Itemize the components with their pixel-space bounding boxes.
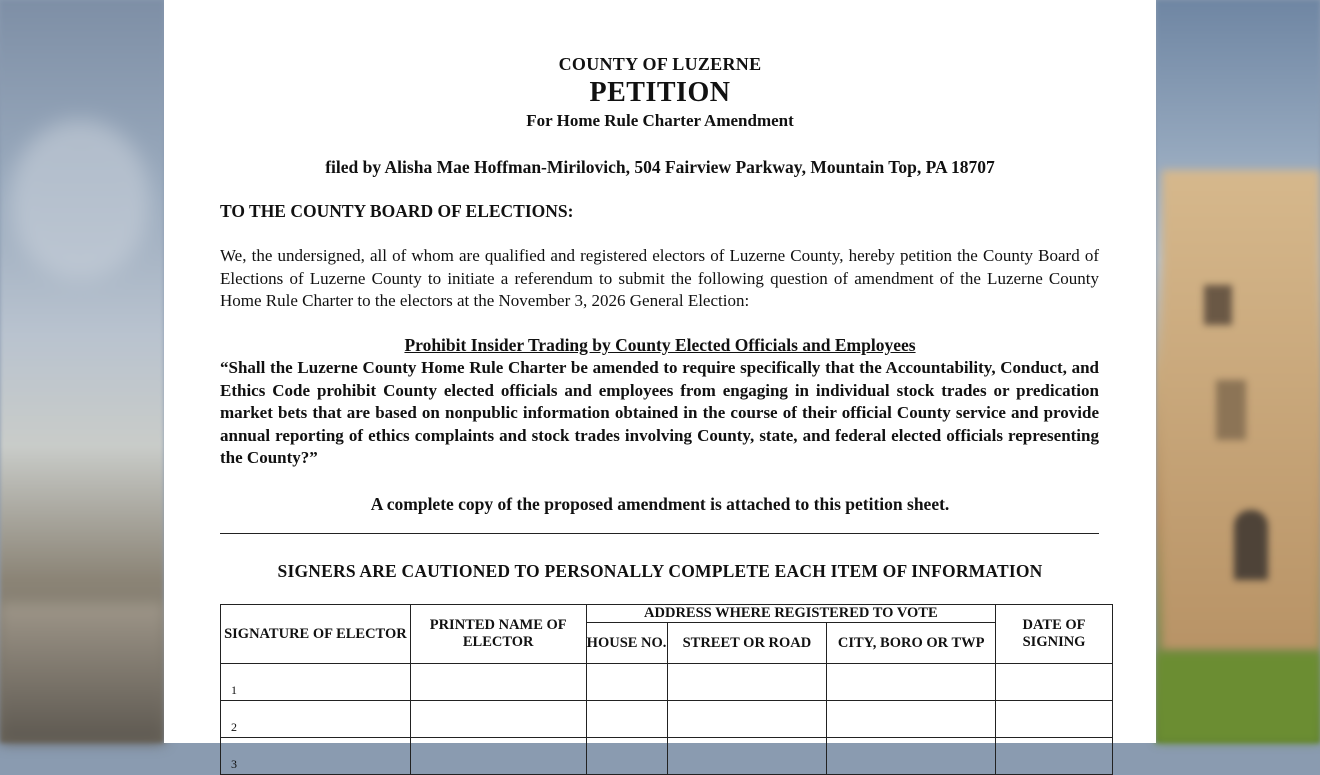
col-date-header: DATE OF SIGNING (996, 605, 1113, 664)
street-cell[interactable] (667, 738, 827, 775)
filed-by-line: filed by Alisha Mae Hoffman-Mirilovich, 504 Fairview Parkway, Mountain Top, PA 18707 (325, 157, 995, 177)
city-cell[interactable] (827, 738, 996, 775)
street-cell[interactable] (667, 701, 827, 738)
divider (220, 533, 1099, 534)
printed-name-cell[interactable] (410, 738, 586, 775)
table-row (221, 664, 1113, 701)
col-house-header: HOUSE NO. (586, 623, 667, 664)
document-subtitle: For Home Rule Charter Amendment (526, 111, 794, 130)
row-number: 3 (231, 757, 237, 771)
document-title: PETITION (589, 77, 731, 108)
col-city-header: CITY, BORO OR TWP (827, 623, 996, 664)
county-heading: COUNTY OF LUZERNE (558, 54, 762, 74)
house-cell[interactable] (586, 738, 667, 775)
signature-cell[interactable] (221, 664, 411, 701)
table-row (221, 738, 1113, 775)
signature-cell[interactable] (221, 701, 411, 738)
printed-name-cell[interactable] (410, 701, 586, 738)
city-cell[interactable] (827, 664, 996, 701)
question-title (164, 335, 1156, 356)
signature-cell[interactable] (221, 738, 411, 775)
house-cell[interactable] (586, 701, 667, 738)
question-title-text: Prohibit Insider Trading by County Elected Officials and Employees (404, 335, 916, 355)
address-group-header: ADDRESS WHERE REGISTERED TO VOTE (586, 605, 995, 623)
background-photo-left (0, 0, 164, 743)
col-printed-name-header: PRINTED NAME OF ELECTOR (410, 605, 586, 664)
date-cell[interactable] (996, 738, 1113, 775)
addressee-heading: TO THE COUNTY BOARD OF ELECTIONS: (220, 201, 574, 221)
printed-name-cell[interactable] (410, 664, 586, 701)
date-cell[interactable] (996, 701, 1113, 738)
caution-heading: SIGNERS ARE CAUTIONED TO PERSONALLY COMPLETE EACH ITEM OF INFORMATION (277, 561, 1043, 581)
attachment-note: A complete copy of the proposed amendment is attached to this petition sheet. (370, 494, 950, 514)
city-cell[interactable] (827, 701, 996, 738)
date-cell[interactable] (996, 664, 1113, 701)
signature-table (220, 604, 1113, 775)
intro-paragraph: We, the undersigned, all of whom are qualified and registered electors of Luzerne County, hereby petition the County Board of Elections of Luzerne County to initiate a referendum to submit the following question of amendment of the Luzerne County Home Rule Charter to the electors at the November 3, 2026 General Election: (220, 246, 1099, 310)
house-cell[interactable] (586, 664, 667, 701)
table-row (221, 701, 1113, 738)
row-number: 1 (231, 683, 237, 697)
ballot-question: “Shall the Luzerne County Home Rule Charter be amended to require specifically that the Accountability, Conduct, and Ethics Code prohibit County elected officials and employees from engaging in individual stock trades or predication market bets that are based on nonpublic information obtained in the course of their official County service and provide annual reporting of ethics complaints and stock trades involving County, state, and federal elected officials representing the County?” (220, 358, 1099, 467)
petition-document (164, 0, 1156, 771)
row-number: 2 (231, 720, 237, 734)
col-signature-header: SIGNATURE OF ELECTOR (221, 605, 411, 664)
background-photo-right (1156, 0, 1320, 743)
col-street-header: STREET OR ROAD (667, 623, 827, 664)
street-cell[interactable] (667, 664, 827, 701)
